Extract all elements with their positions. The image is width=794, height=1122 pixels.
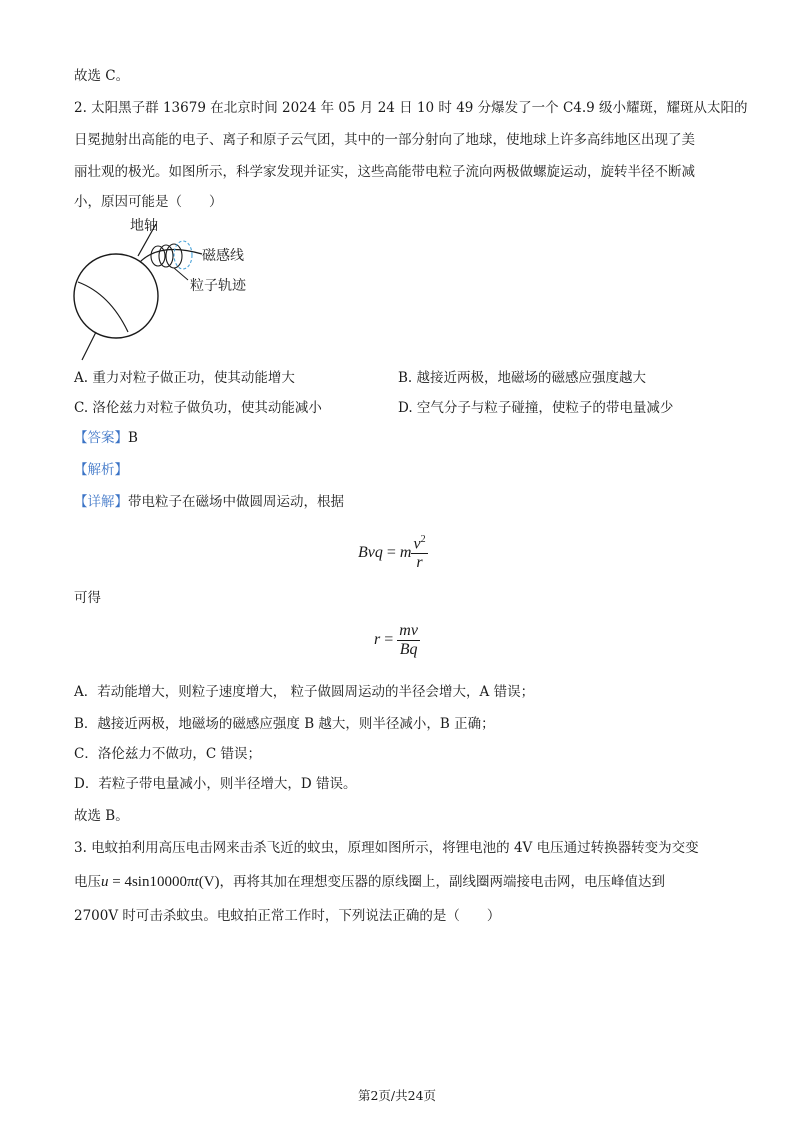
option-d: D. 空气分子与粒子碰撞，使粒子的带电量减少: [398, 400, 674, 416]
analysis-tag-line: [74, 460, 128, 480]
answer-value: B: [128, 430, 138, 446]
analysis-b: B．越接近两极，地磁场的磁感应强度 B 越大，则半径减小，B 正确；: [74, 716, 495, 732]
equation-lorentz-centripetal: Bvq = m $\frac{v^2}{r}$: [358, 534, 426, 572]
analysis-tag: 【解析】: [74, 462, 128, 478]
equation-radius: r = $\frac{mv}{Bq}$: [374, 622, 418, 658]
detail-text: 带电粒子在磁场中做圆周运动，根据: [128, 494, 344, 510]
magnetic-field-line: [140, 250, 202, 263]
analysis-a: A．若动能增大，则粒子速度增大， 粒子做圆周运动的半径会增大，A 错误；: [74, 684, 535, 700]
analysis-d: D．若粒子带电量减小，则半径增大，D 错误。: [74, 776, 357, 792]
option-b: B. 越接近两极，地磁场的磁感应强度越大: [398, 370, 647, 386]
prev-conclusion: 故选 C。: [74, 68, 130, 84]
q2-stem-line1: 2. 太阳黑子群 13679 在北京时间 2024 年 05 月 24 日 10 时 49 分爆发了一个 C4.9 级小耀斑，耀斑从太阳的: [74, 100, 748, 116]
q3-stem-line3: 2700V 时可击杀蚊虫。电蚊拍正常工作时，下列说法正确的是（ ）: [74, 908, 501, 924]
option-c: C. 洛伦兹力对粒子做负功，使其动能减小: [74, 400, 322, 416]
label-magnetic-field-line: 磁感线: [202, 248, 244, 264]
q2-stem-line2: 日冕抛射出高能的电子、离子和原子云气团，其中的一部分射向了地球，使地球上许多高纬地区出现了美: [74, 132, 695, 148]
label-earth-axis: 地轴: [130, 218, 158, 234]
q2-stem-line3: 丽壮观的极光。如图所示，科学家发现并证实，这些高能带电粒子流向两极做螺旋运动，旋转半径不断减: [74, 164, 695, 180]
option-a: A. 重力对粒子做正功，使其动能增大: [74, 370, 295, 386]
earth-circle: [74, 254, 158, 338]
page-footer: 第2页/共24页: [357, 1088, 437, 1103]
answer-line: [74, 428, 138, 448]
q3-stem-line1: 3. 电蚊拍利用高压电击网来击杀飞近的蚊虫，原理如图所示，将锂电池的 4V 电压通过转换器转变为交变: [74, 840, 699, 856]
detail-line: [74, 492, 344, 512]
q2-stem-line4: 小，原因可能是（ ）: [74, 194, 223, 210]
answer-tag: 【答案】: [74, 430, 128, 446]
earth-magnetic-field-figure: [70, 214, 280, 364]
label-particle-track: 粒子轨迹: [190, 278, 246, 294]
particle-spiral-dashed: [174, 241, 192, 269]
q3-stem-line2: 电压u = 4sin10000πt(V)，再将其加在理想变压器的原线圈上，副线圈两端接电击网，电压峰值达到: [74, 874, 666, 890]
detail-tag: 【详解】: [74, 494, 128, 510]
analysis-c: C．洛伦兹力不做功，C 错误；: [74, 746, 261, 762]
earth-axis-bottom: [82, 332, 96, 360]
kede-line: 可得: [74, 590, 101, 606]
q2-conclusion: 故选 B。: [74, 808, 129, 824]
